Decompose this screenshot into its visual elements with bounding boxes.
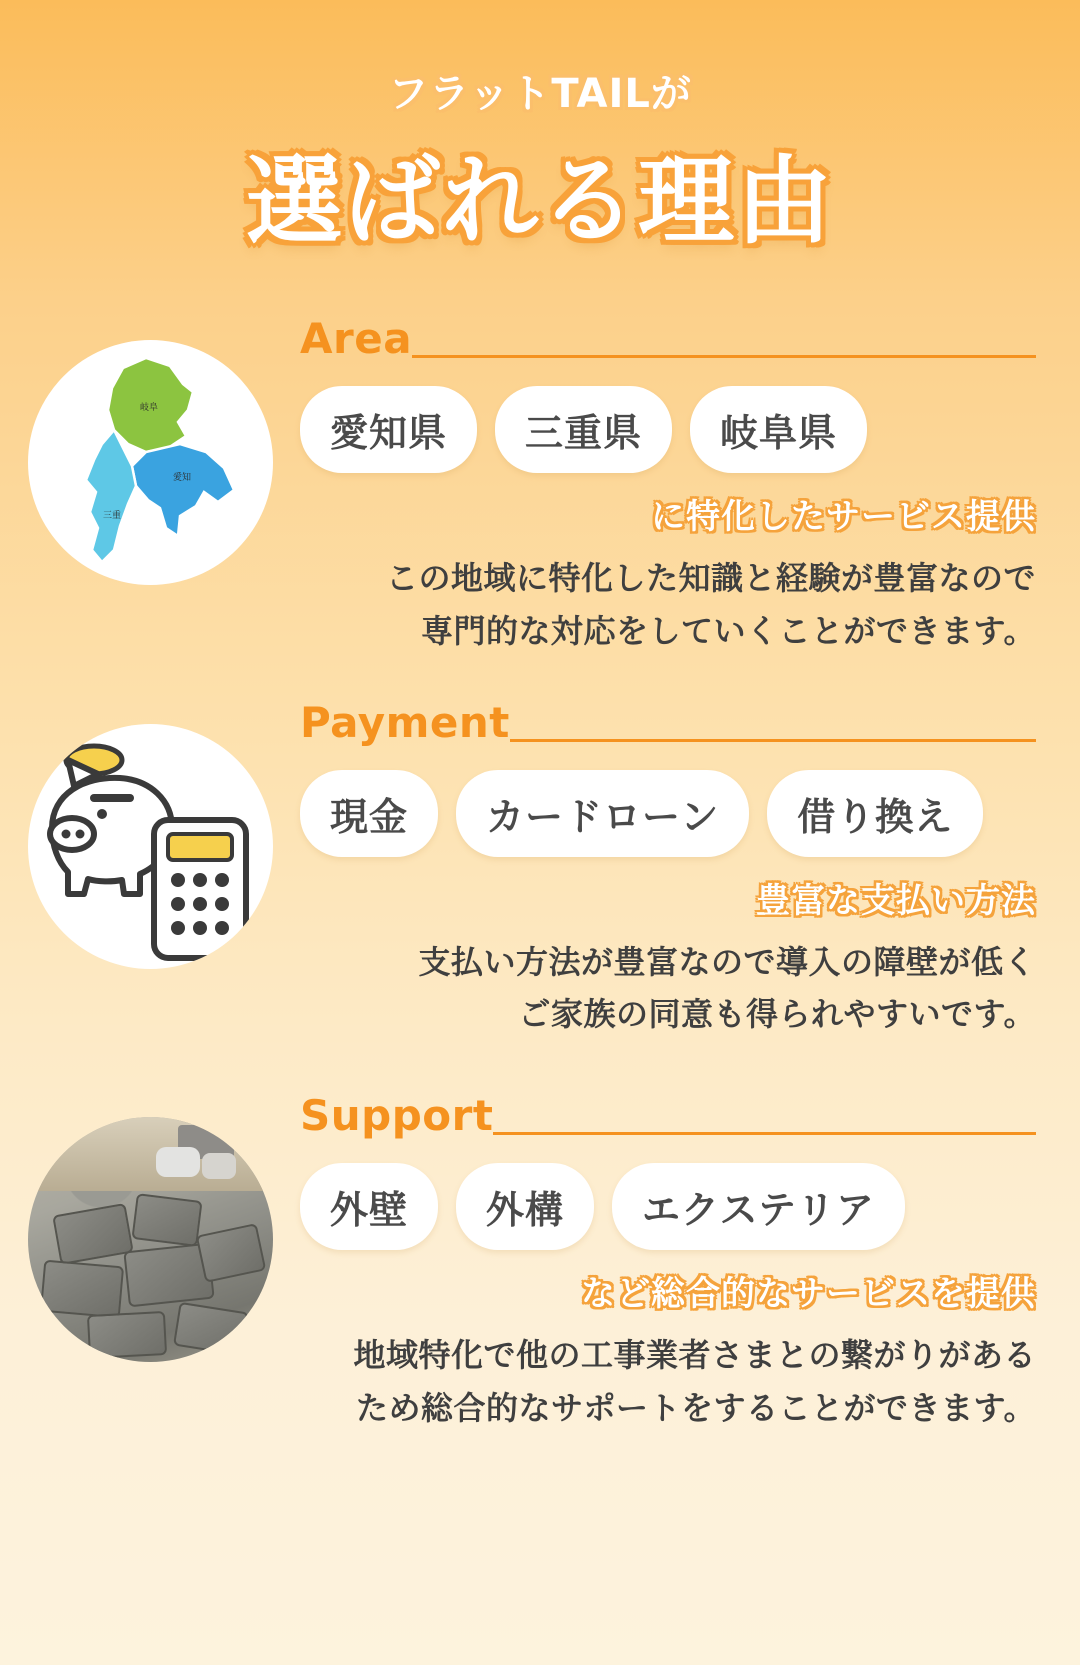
body-line: ため総合的なサポートをすることができます。 xyxy=(356,1388,1036,1427)
section-payment-content xyxy=(300,698,1080,1042)
heading-rule xyxy=(412,355,1036,358)
header-subtitle: フラットTAILが xyxy=(388,71,692,117)
section-area-heading xyxy=(300,314,1036,364)
heading-label-support: Support xyxy=(300,1091,494,1141)
section-payment-heading xyxy=(300,697,1036,748)
pill-support-1[interactable]: 外構 xyxy=(456,1163,594,1250)
map-label-mie: 三重 xyxy=(102,511,121,521)
section-support-visual xyxy=(0,1091,300,1362)
section-payment xyxy=(0,698,1080,1042)
pill-payment-0[interactable]: 現金 xyxy=(300,770,438,857)
section-support xyxy=(0,1091,1080,1435)
tagline-payment: 豊富な支払い方法 xyxy=(756,880,1036,921)
map-label-aichi: 愛知 xyxy=(172,473,191,483)
section-payment-pills xyxy=(300,770,1036,857)
piggy-calculator-svg xyxy=(28,724,273,969)
map-svg xyxy=(28,340,273,585)
heading-label-payment: Payment xyxy=(300,697,510,747)
body-copy-area xyxy=(300,552,1036,658)
section-payment-visual xyxy=(0,698,300,969)
pill-area-0[interactable]: 愛知県 xyxy=(300,386,477,473)
pill-area-2[interactable]: 岐阜県 xyxy=(690,386,867,473)
piggy-bank-calculator-icon xyxy=(28,724,273,969)
body-line: この地域に特化した知識と経験が豊富なので xyxy=(385,559,1036,597)
pill-payment-1[interactable]: カードローン xyxy=(456,770,749,857)
pill-support-2[interactable]: エクステリア xyxy=(612,1163,905,1250)
section-support-heading xyxy=(300,1091,1036,1141)
body-line: 専門的な対応をしていくことができます。 xyxy=(421,611,1036,650)
page-title: 選ばれる理由 xyxy=(246,145,834,257)
section-support-content xyxy=(300,1091,1080,1435)
heading-label-area: Area xyxy=(300,314,413,363)
tagline-area: に特化したサービス提供 xyxy=(651,497,1036,537)
body-line: ご家族の同意も得られやすいです。 xyxy=(518,995,1036,1034)
body-line: 支払い方法が豊富なので導入の障壁が低く xyxy=(418,942,1036,981)
pill-payment-2[interactable]: 借り換え xyxy=(767,770,983,857)
body-line: 地域特化で他の工事業者さまとの繋がりがある xyxy=(353,1336,1036,1375)
body-copy-payment xyxy=(300,936,1036,1042)
section-area-visual xyxy=(0,314,300,585)
stone-pavement-photo xyxy=(28,1117,273,1362)
tagline-support: など総合的なサービスを提供 xyxy=(581,1274,1036,1315)
heading-rule xyxy=(510,739,1036,742)
section-area xyxy=(0,314,1080,658)
map-label-gifu: 岐阜 xyxy=(139,403,158,413)
section-support-pills xyxy=(300,1163,1036,1250)
pill-area-1[interactable]: 三重県 xyxy=(495,386,672,473)
page-header xyxy=(0,0,1080,262)
section-area-pills xyxy=(300,386,1036,473)
body-copy-support xyxy=(300,1329,1036,1435)
heading-rule xyxy=(493,1132,1036,1135)
pill-support-0[interactable]: 外壁 xyxy=(300,1163,438,1250)
japan-tokai-map-icon xyxy=(28,340,273,585)
section-area-content xyxy=(300,314,1080,658)
